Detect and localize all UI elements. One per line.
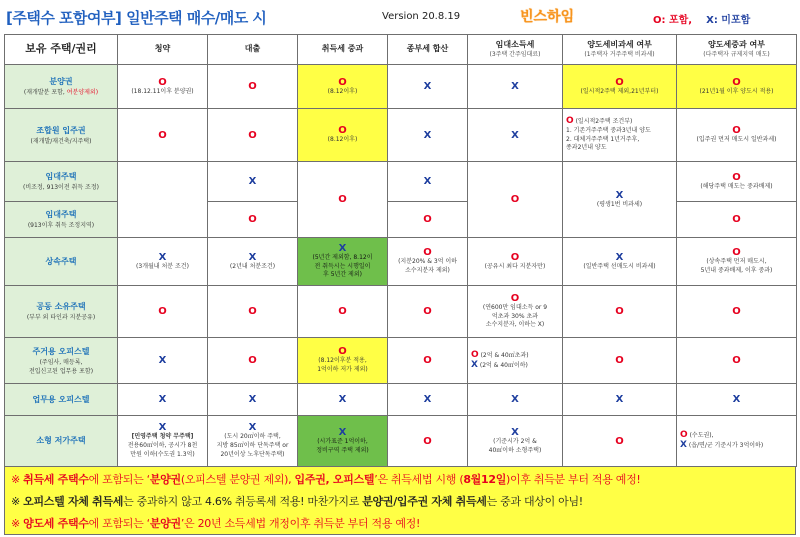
table-cell: O	[208, 286, 298, 338]
house-count-table	[4, 34, 797, 467]
table-row	[5, 238, 797, 286]
col-header-rental-income-tax: 임대소득세 (3주택 간주임대료)	[468, 35, 563, 65]
table-cell: X (도시 20㎡이하 주택, 지방 85㎡이하 단독주택 or 20년이상 노후단독주택)	[208, 416, 298, 467]
table-cell: O	[298, 286, 388, 338]
table-cell: X	[208, 162, 298, 202]
table-cell: O	[677, 338, 797, 384]
table-cell: O	[208, 338, 298, 384]
table-cell: O	[388, 202, 468, 238]
row-header-occupancy-right: 조합원 입주권 (재개발/재건축/지주택)	[5, 109, 118, 162]
col-header-transfer-exemption: 양도세비과세 여부 (1주택자 거주주택 비과세)	[563, 35, 677, 65]
row-header-inherited-house: 상속주택	[5, 238, 118, 286]
table-cell: O	[298, 162, 388, 238]
table-row	[5, 109, 797, 162]
table-cell: X	[118, 384, 208, 416]
table-cell: O	[677, 286, 797, 338]
table-cell: X (일반주택 선매도시 비과세)	[563, 238, 677, 286]
legend	[653, 11, 750, 26]
table-cell: O (일시적2주택 조건부) 1. 기존거주주택 중과3년내 양도 2. 대체거주주택 1년거주후, 종과2년내 양도	[563, 109, 677, 162]
table-cell: O (2억 & 40㎡초과) X (2억 & 40㎡이하)	[468, 338, 563, 384]
table-cell: X	[468, 109, 563, 162]
footer-note-3: ※ 양도세 주택수에 포함되는 ‘분양권’은 20년 소득세법 개정이후 취득분 부터 적용 예정!	[11, 517, 421, 530]
table-row	[5, 416, 797, 467]
col-header-comprehensive-tax: 종부세 합산	[388, 35, 468, 65]
table-cell-highlight: O (일시적2주택 제외,21년부터)	[563, 65, 677, 109]
table-cell: X (평생1번 비과세)	[563, 162, 677, 238]
table-cell: O	[563, 338, 677, 384]
row-header-rental-non-regulated: 임대주택 (비조정, 913이전 취득 조정)	[5, 162, 118, 202]
table-cell-highlight: O (8.12이후분 적용, 1억이하 저가 제외)	[298, 338, 388, 384]
table-cell: X	[388, 384, 468, 416]
page-title: [주택수 포함여부] 일반주택 매수/매도 시	[6, 9, 267, 27]
table-cell-highlight: X (시가표준 1억이하, 정비구역 주택 제외)	[298, 416, 388, 467]
table-cell: O	[388, 416, 468, 467]
table-cell: O (해당주택 매도는 중과배제)	[677, 162, 797, 202]
row-header-co-owned: 공동 소유주택 (부부 외 타인과 지분공유)	[5, 286, 118, 338]
table-cell: X	[388, 109, 468, 162]
table-cell: O	[468, 162, 563, 238]
header	[0, 0, 800, 34]
table-cell: X	[388, 162, 468, 202]
table-cell: O	[563, 416, 677, 467]
table-cell: X	[298, 384, 388, 416]
table-cell: X	[563, 384, 677, 416]
row-header-business-officetel: 업무용 오피스텔	[5, 384, 118, 416]
table-cell: O	[208, 109, 298, 162]
footer-note-2: ※ 오피스텔 자체 취득세는 중과하지 않고 4.6% 취등록세 적용! 마찬가지로 분양권/입주권 자체 취득세는 중과 대상이 아님!	[11, 495, 583, 508]
legend-x: X: 미포함	[706, 15, 751, 26]
col-header-subscription: 청약	[118, 35, 208, 65]
table-header-row	[5, 35, 797, 65]
table-row	[5, 384, 797, 416]
table-cell: O	[208, 65, 298, 109]
table-cell: X [민영주택 청약 무주택] 전용60㎡이하, 공시가 8천 만원 이하(수도권 1.3억)	[118, 416, 208, 467]
table-cell: O (지분20% & 3억 이하 소수지분자 제외)	[388, 238, 468, 286]
table-row	[5, 65, 797, 109]
table-cell: X (2년내 처분조건)	[208, 238, 298, 286]
table-cell: O	[563, 286, 677, 338]
table-cell: O (연600만 임대소득 or 9 억초과 30% 초과 소수지분자, 이하는 X)	[468, 286, 563, 338]
table-cell: O (수도권), X (읍/면/군 기준시가 3억이하)	[677, 416, 797, 467]
row-header-presale-right: 분양권 (재개발분 포함, 여분양제외)	[5, 65, 118, 109]
table-cell: O	[118, 109, 208, 162]
col-header-transfer-surcharge: 양도세중과 여부 (다주택자 규제지역 매도)	[677, 35, 797, 65]
table-cell: O (상속주택 먼저 매도시, 5년내 중과배제, 이후 중과)	[677, 238, 797, 286]
table-cell: X (기준시가 2억 & 40㎡이하 소형주택)	[468, 416, 563, 467]
table-cell-highlight: O (8.12이후)	[298, 109, 388, 162]
legend-o: O: 포함,	[653, 15, 693, 26]
footer-note-1: ※ 취득세 주택수에 포함되는 ‘분양권(오피스텔 분양권 제외), 입주권, 오피스텔’은 취득세법 시행 (8월12일)이후 취득분 부터 적용 예정!	[11, 473, 641, 486]
row-header-residential-officetel: 주거용 오피스텔 (주임사, 매등록, 전입신고된 업무용 포함)	[5, 338, 118, 384]
col-header-loan: 대출	[208, 35, 298, 65]
col-header-acquisition-tax: 취득세 중과	[298, 35, 388, 65]
row-header-rental-regulated: 임대주택 (913이후 취득 조정지역)	[5, 202, 118, 238]
table-cell: X (3개월내 처분 조건)	[118, 238, 208, 286]
table-cell-highlight: O (21년1월 이후 양도시 적용)	[677, 65, 797, 109]
table-row	[5, 162, 797, 202]
table-cell: O	[208, 202, 298, 238]
col-header-holding: 보유 주택/권리	[5, 35, 118, 65]
table-cell: X	[468, 65, 563, 109]
table-cell: O (18.12.11이후 분양권)	[118, 65, 208, 109]
brand-logo: 빈스하임	[520, 9, 575, 25]
row-header-small-low-price: 소형 저가주택	[5, 416, 118, 467]
table-cell: X	[208, 384, 298, 416]
table-cell: O (공유시 최다 지분자만)	[468, 238, 563, 286]
table-cell: X	[118, 338, 208, 384]
table-cell: O	[677, 202, 797, 238]
table-cell: O (입주권 먼저 매도시 일반과세)	[677, 109, 797, 162]
table-row	[5, 286, 797, 338]
table-cell: O	[388, 338, 468, 384]
version-label: Version 20.8.19	[382, 11, 461, 22]
table-cell: O	[388, 286, 468, 338]
table-cell: X	[677, 384, 797, 416]
table-cell-highlight: X (5년간 제외함, 8.12이 전 취득시는 시행일이 후 5년간 제외)	[298, 238, 388, 286]
footer-notes	[4, 466, 796, 535]
table-cell: O	[118, 286, 208, 338]
table-cell: X	[468, 384, 563, 416]
table-cell-highlight: O (8.12이후)	[298, 65, 388, 109]
table-cell	[118, 162, 208, 238]
table-row	[5, 338, 797, 384]
table-cell: X	[388, 65, 468, 109]
